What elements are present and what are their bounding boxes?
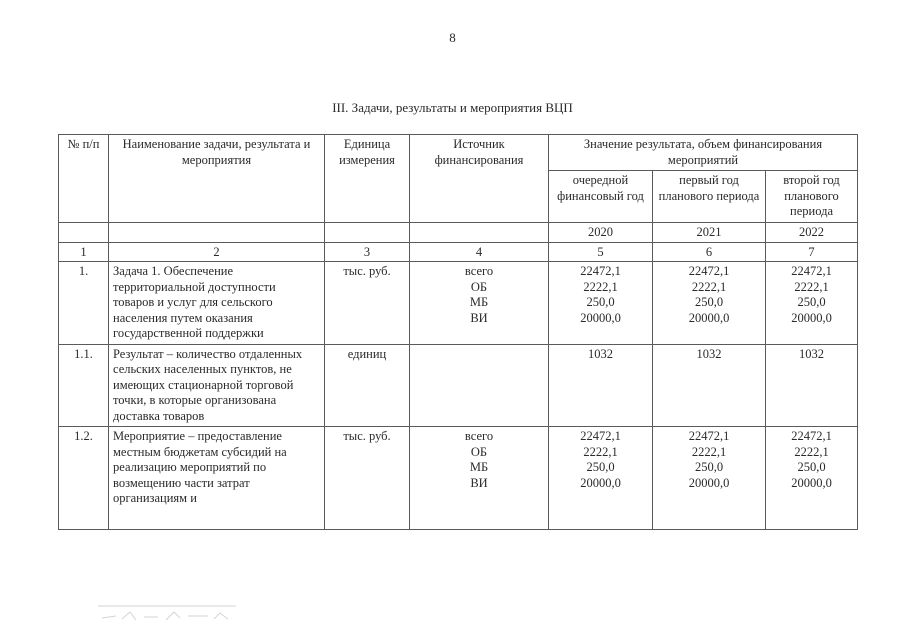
- row-2021: [653, 344, 766, 427]
- row-unit: единиц: [325, 344, 410, 427]
- column-number: 2: [109, 243, 325, 262]
- header-year1: 2020: [549, 222, 653, 243]
- value-cell: 22472,1: [791, 264, 832, 278]
- header-value-group: Значение результата, объем финансирования мероприятий: [549, 135, 858, 171]
- value-cell: 20000,0: [791, 475, 832, 490]
- value-cell: 2222,1: [691, 279, 727, 294]
- source-value: ОБ: [470, 279, 488, 294]
- row-2021: [653, 427, 766, 530]
- value-cell: 1032: [696, 346, 722, 361]
- header-year3: 2022: [766, 222, 858, 243]
- value-cell: 2222,1: [794, 444, 829, 459]
- header-year2: 2021: [653, 222, 766, 243]
- value-cell: 250,0: [586, 295, 615, 309]
- column-number: 4: [410, 243, 549, 262]
- source-value: ОБ: [470, 444, 488, 459]
- row-num: 1.2.: [59, 427, 109, 530]
- source-value: всего: [464, 264, 494, 278]
- value-cell: 2222,1: [691, 444, 727, 459]
- source-value: ВИ: [470, 475, 488, 490]
- header-year3-label: второй год планового периода: [766, 171, 858, 223]
- header-source: Источник финансирования: [410, 135, 549, 223]
- row-2020: [549, 262, 653, 345]
- tasks-table: [58, 134, 858, 530]
- column-number: 1: [59, 243, 109, 262]
- row-sources: [410, 427, 549, 530]
- value-cell: 1032: [588, 346, 613, 361]
- row-sources: [410, 344, 549, 427]
- faded-stamp-mark: [96, 598, 246, 628]
- row-sources: [410, 262, 549, 345]
- header-year2-label: первый год планового периода: [653, 171, 766, 223]
- row-2022: [766, 427, 858, 530]
- row-2022: [766, 344, 858, 427]
- row-2020: [549, 427, 653, 530]
- value-cell: 22472,1: [791, 429, 832, 443]
- source-value: МБ: [469, 460, 489, 474]
- value-cell: 2222,1: [583, 444, 618, 459]
- value-cell: 1032: [799, 346, 824, 361]
- source-value: МБ: [469, 295, 489, 309]
- value-cell: 22472,1: [688, 264, 730, 278]
- column-number: 6: [653, 243, 766, 262]
- row-2021: [653, 262, 766, 345]
- row-2022: [766, 262, 858, 345]
- page-number: 8: [449, 30, 456, 45]
- value-cell: 20000,0: [791, 310, 832, 325]
- section-title: III. Задачи, результаты и мероприятия ВЦП: [332, 100, 573, 115]
- column-number: 3: [325, 243, 410, 262]
- header-num: № п/п: [59, 135, 109, 223]
- row-2020: [549, 344, 653, 427]
- column-number: 7: [766, 243, 858, 262]
- header-name: Наименование задачи, результата и мероприятия: [109, 135, 325, 223]
- value-cell: 2222,1: [583, 279, 618, 294]
- value-cell: 250,0: [797, 295, 826, 309]
- source-value: ВИ: [470, 310, 488, 325]
- row-name: Мероприятие – предоставление местным бюджетам субсидий на реализацию мероприятий по возмещению части затрат организациям и: [109, 427, 325, 530]
- value-cell: 20000,0: [688, 310, 730, 325]
- row-name: Задача 1. Обеспечение территориальной доступности товаров и услуг для сельского населения путем оказания государственной поддержки: [109, 262, 325, 345]
- header-unit: Единица измерения: [325, 135, 410, 223]
- column-number: 5: [549, 243, 653, 262]
- source-value: всего: [464, 429, 494, 443]
- value-cell: 22472,1: [580, 429, 621, 443]
- value-cell: 20000,0: [580, 310, 621, 325]
- table-row: [59, 262, 858, 345]
- row-num: 1.: [59, 262, 109, 345]
- header-row-3: [59, 222, 858, 243]
- column-numbers-row: [59, 243, 858, 262]
- value-cell: 2222,1: [794, 279, 829, 294]
- value-cell: 20000,0: [580, 475, 621, 490]
- value-cell: 250,0: [694, 295, 724, 309]
- value-cell: 250,0: [797, 460, 826, 474]
- value-cell: 20000,0: [688, 475, 730, 490]
- table-row: [59, 344, 858, 427]
- value-cell: 250,0: [694, 460, 724, 474]
- value-cell: 22472,1: [688, 429, 730, 443]
- row-name: Результат – количество отдаленных сельских населенных пунктов, не имеющих стационарной торговой точки, в которые организована доставка товаров: [109, 344, 325, 427]
- row-unit: тыс. руб.: [325, 262, 410, 345]
- table-row: [59, 427, 858, 530]
- row-unit: тыс. руб.: [325, 427, 410, 530]
- header-year1-label: очередной финансовый год: [549, 171, 653, 223]
- row-num: 1.1.: [59, 344, 109, 427]
- value-cell: 22472,1: [580, 264, 621, 278]
- value-cell: 250,0: [586, 460, 615, 474]
- header-row-1: [59, 135, 858, 171]
